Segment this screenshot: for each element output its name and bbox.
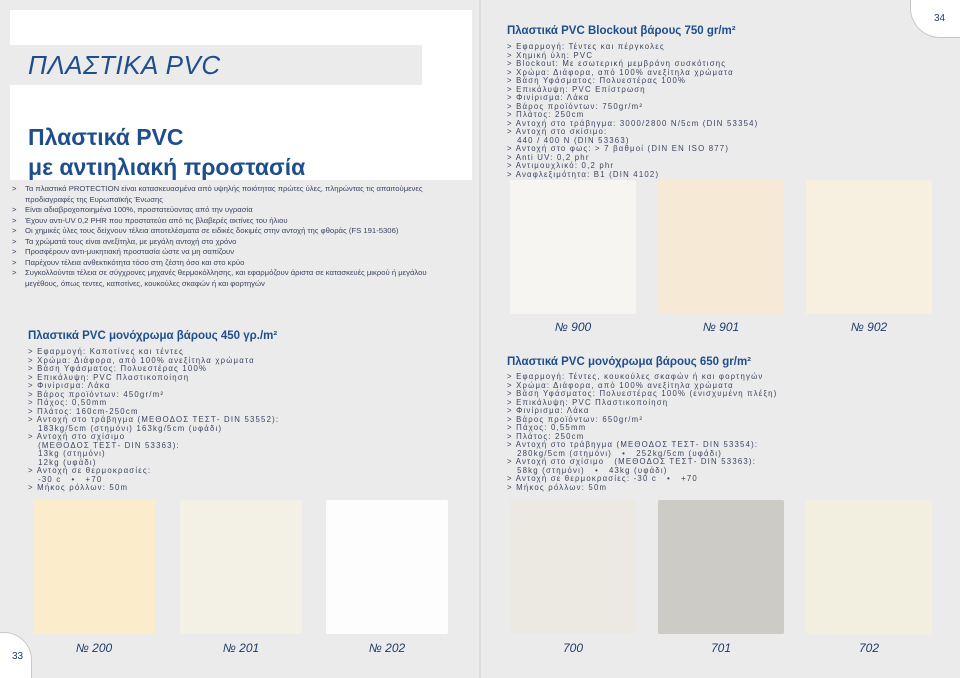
swatch-701 — [658, 500, 784, 634]
page-subtitle — [28, 122, 305, 182]
feature-item: > Προσφέρουν αντι-μυκητιακή προστασία ώστε να μη σαπίζουν — [12, 247, 235, 256]
mono650-title: Πλαστικά PVC μονόχρωμα βάρους 650 gr/m² — [507, 356, 752, 368]
page-title: ΠΛΑΣΤΙΚΑ PVC — [28, 50, 221, 80]
swatch-902 — [806, 180, 932, 314]
swatch-label-201: № 201 — [222, 641, 260, 655]
blockout-spec: > Εφαρμογή: Τέντες και πέργκολες > Χημική ύλη: PVC > Blockout: Με εσωτερική μεμβράνη συσκότισης > Χρώμα: Διάφορα, από 100% ανεξίτηλα χρώματα > Βάση Υφάσματος: Πολυεστέρας 100% > Επικάλυψη: PVC Επίστρωση > Φινίρισμα: Λάκα > Βάρος προϊόντων: 750gr/m² > Πλάτος: 250cm > Αντοχή στο τράβηγμα: 3000/2800 N/5cm (DIN 53354) > Αντοχή στο σκίσιμο: 440 / 400 N (DIN 53363) > Αντοχή στο φως: > 7 βαθμοί (DIN EN ISO 877) > Anti UV: 0,2 phr > Αντιμουχλικό: 0,2 phr > Αναφλεξιμότητα: B1 (DIN 4102) — [507, 42, 759, 179]
feature-item: > Οι χημικές ύλες τους δείχνουν τέλεια αποτελέσματα σε ειδικές δοκιμές στην αντοχή της φθοράς (FS 191-5306) — [12, 226, 399, 235]
swatch-label-901: № 901 — [702, 320, 740, 334]
swatch-201 — [180, 500, 302, 634]
swatch-label-702: 702 — [858, 641, 880, 655]
swatch-label-900: № 900 — [554, 320, 592, 334]
feature-item: > Τα χρώματά τους είναι ανεξίτηλα, με μεγάλη αντοχή στο χρόνο — [12, 236, 237, 246]
mono450-spec: > Εφαρμογή: Καποτίνες και τέντες > Χρώμα: Διάφορα, από 100% ανεξίτηλα χρώματα > Βάση Υφάσματος: Πολυεστέρας 100% > Επικάλυψη: PVC Πλαστικοποίηση > Φινίρισμα: Λάκα > Βάρος προϊόντων: 450gr/m² > Πάχος: 0,50mm > Πλάτος: 160cm-250cm > Αντοχή στο τράβηγμα (ΜΕΘΟΔΟΣ ΤΕΣΤ- DIN 53552): 183kg/5cm (στημόνι) 163kg/5cm (υφάδι) > Αντοχή στο σχίσιμο (ΜΕΘΟΔΟΣ ΤΕΣΤ- DIN 53363): 13kg (στημόνι) 12kg (υφάδι) > Αντοχή σε θερμοκρασίες: -30 c • +70 > Μήκος ρόλλων: 50m — [28, 347, 280, 492]
blockout-title: Πλαστικά PVC Blockout βάρους 750 gr/m² — [507, 25, 736, 37]
swatch-202 — [326, 500, 448, 634]
swatch-label-202: № 202 — [368, 641, 406, 655]
swatch-900 — [510, 180, 636, 314]
feature-item: > Έχουν αντι-UV 0,2 PHR που προστατεύει από τις βλαβερές ακτίνες του ήλιου — [12, 215, 288, 225]
swatch-label-902: № 902 — [850, 320, 888, 334]
swatch-702 — [806, 500, 932, 634]
feature-item: > Παρέχουν τέλεια ανθεκτικότητα τόσο στη ζέστη όσο και στο κρύο — [12, 257, 245, 267]
feature-item: > Τα πλαστικά PROTECTION είναι κατασκευασμένα από υψηλής ποιότητας πρώτες ύλες, πληρώντας τις απαιτούμενες προδιαγραφές της Ευρωπαϊκής Ένωσης — [12, 184, 423, 204]
swatch-700 — [510, 500, 636, 634]
mono650-spec: > Εφαρμογή: Τέντες, κουκούλες σκαφών ή και φορτηγών > Χρώμα: Διάφορα, από 100% ανεξίτηλα χρώματα > Βάση Υφάσματος: Πολυεστέρας 100% (ενισχυμένη πλέξη) > Επικάλυψη: PVC Πλαστικοποίηση > Φινίρισμα: Λάκα > Βάρος προϊόντων: 650gr/m² > Πάχος: 0,55mm > Πλάτος: 250cm > Αντοχή στο τράβηγμα (ΜΕΘΟΔΟΣ ΤΕΣΤ- DIN 53354): 280kg/5cm (στημόνι) • 252kg/5cm (υφάδι) > Αντοχή στο σχίσιμο (ΜΕΘΟΔΟΣ ΤΕΣΤ- DIN 53363): 58kg (στημόνι) • 43kg (υφάδι) > Αντοχή σε θερμοκρασίες: -30 c • +70 > Μήκος ρόλλων: 50m — [507, 372, 778, 492]
swatch-label-200: № 200 — [75, 641, 113, 655]
feature-item: > Είναι αδιαβροχοποιημένα 100%, προστατεύοντας από την υγρασία — [12, 205, 253, 214]
feature-list — [12, 184, 452, 289]
feature-item: > Συγκολλούνται τέλεια σε σύγχρονες μηχανές θερμοκόλλησης, και εφαρμόζουν άριστα σε κατασκευές μικρού ή μεγάλου μεγέθους, όπως τεντες, καποτίνες, κουκούλες σκαφών ή και φορτηγών — [12, 268, 427, 288]
swatch-901 — [658, 180, 784, 314]
swatch-200 — [33, 500, 155, 634]
subtitle-line-2: με αντιηλιακή προστασία — [28, 154, 306, 180]
subtitle-line-1: Πλαστικά PVC — [28, 124, 184, 150]
mono450-title: Πλαστικά PVC μονόχρωμα βάρους 450 γρ./m² — [28, 330, 278, 342]
swatch-label-701: 701 — [710, 641, 732, 655]
page-number-right: 34 — [934, 13, 946, 24]
page-spine — [479, 0, 481, 678]
swatch-label-700: 700 — [562, 641, 584, 655]
page-number-left: 33 — [12, 651, 24, 662]
